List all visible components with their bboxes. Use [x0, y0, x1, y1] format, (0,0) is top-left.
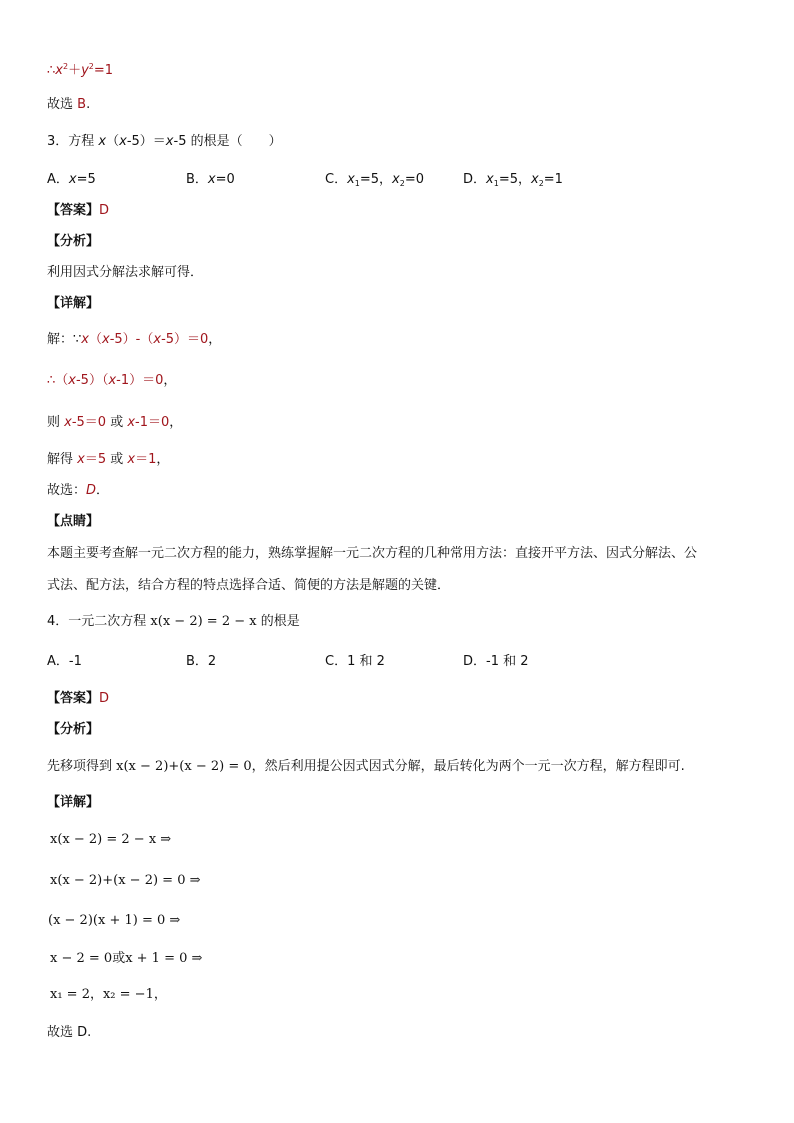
- therefore-equation: $\therefore x^2+y^2=1$: [47, 62, 114, 78]
- q3-option-c: C．$x_1=5$，$x_2=0$: [325, 172, 425, 188]
- q4-final-answer: 故选 D.: [47, 1025, 92, 1040]
- q3-answer: 【答案】D: [47, 203, 110, 218]
- q4-option-c: C．1 和 2: [325, 654, 385, 669]
- q3-step-1: 解：∵x（x-5）-（x-5）＝0，: [47, 332, 222, 347]
- q4-option-a: A．-1: [47, 654, 82, 669]
- q3-step-3: 则 x-5＝0 或 x-1＝0，: [47, 415, 183, 430]
- q4-option-d: D．-1 和 2: [463, 654, 529, 669]
- q3-question: 3．方程 x（x-5）＝x-5 的根是（ ）: [47, 134, 282, 149]
- q4-analysis-text: 先移项得到 x(x − 2)+(x − 2) = 0，然后利用提公因式因式分解，最后转化为两个一元一次方程，解方程即可.: [47, 759, 685, 774]
- q3-comment-line-1: 本题主要考查解一元二次方程的能力，熟练掌握解一元二次方程的几种常用方法：直接开平方法、因式分解法、公: [47, 546, 698, 561]
- q4-step-5: x₁ = 2，x₂ = −1，: [50, 987, 167, 1002]
- q4-detail-tag: 【详解】: [47, 795, 100, 810]
- q3-option-b: B．x=0: [186, 172, 235, 187]
- q4-step-4: x − 2 = 0或x + 1 = 0 ⇒: [50, 951, 203, 966]
- q4-answer: 【答案】D: [47, 691, 110, 706]
- q4-step-3: (x − 2)(x + 1) = 0 ⇒: [48, 913, 181, 928]
- q3-comment-line-2: 式法、配方法，结合方程的特点选择合适、简便的方法是解题的关键．: [47, 578, 451, 593]
- q4-step-1: x(x − 2) = 2 − x ⇒: [50, 832, 172, 847]
- prev-answer-line: 故选 B.: [47, 97, 91, 112]
- q3-option-d: D．$x_1=5$，$x_2=1$: [463, 172, 563, 188]
- q3-step-2: ∴（x-5）（x-1）＝0，: [47, 373, 177, 388]
- q4-step-2: x(x − 2)+(x − 2) = 0 ⇒: [50, 873, 201, 888]
- q3-step-5: 故选：D．: [47, 483, 110, 498]
- q3-analysis-text: 利用因式分解法求解可得．: [47, 265, 204, 280]
- q3-comment-tag: 【点睛】: [47, 514, 100, 529]
- q3-detail-tag: 【详解】: [47, 296, 100, 311]
- q4-option-b: B．2: [186, 654, 217, 669]
- q4-question: 4．一元二次方程 x(x − 2) = 2 − x 的根是: [47, 614, 300, 629]
- q4-analysis-tag: 【分析】: [47, 722, 100, 737]
- q3-step-4: 解得 x＝5 或 x＝1，: [47, 452, 170, 467]
- q3-option-a: A．x=5: [47, 172, 96, 187]
- q3-analysis-tag: 【分析】: [47, 234, 100, 249]
